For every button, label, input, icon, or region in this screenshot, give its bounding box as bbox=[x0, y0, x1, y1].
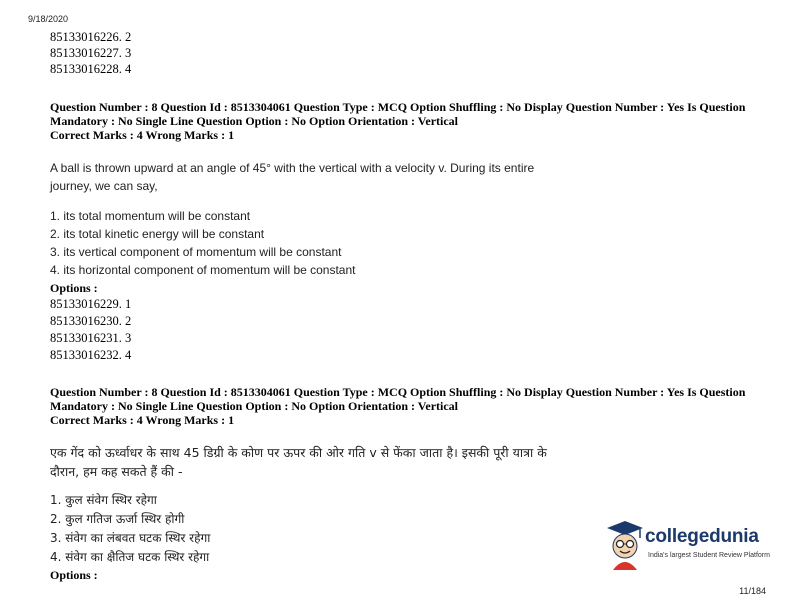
q2-choice-4: 4. संवेग का क्षैतिज घटक स्थिर रहेगा bbox=[50, 550, 210, 564]
q2-text-line1: एक गेंद को ऊर्ध्वाधर के साथ 45 डिग्री के कोण पर ऊपर की ओर गति v से फेंका जाता है। इसकी पूरी यात्रा के bbox=[50, 445, 547, 460]
q2-choice-3: 3. संवेग का लंबवत घटक स्थिर रहेगा bbox=[50, 531, 211, 545]
page-number: 11/184 bbox=[739, 586, 766, 596]
q1-option-3: 85133016231. 3 bbox=[50, 331, 132, 345]
q2-meta-line2: Mandatory : No Single Line Question Option : No Option Orientation : Vertical bbox=[50, 399, 459, 413]
q2-meta bbox=[50, 385, 760, 427]
prev-option-3: 85133016228. 4 bbox=[50, 62, 132, 76]
q2-marks: Correct Marks : 4 Wrong Marks : 1 bbox=[50, 413, 235, 427]
prev-option-1: 85133016226. 2 bbox=[50, 30, 132, 44]
q1-text-line1: A ball is thrown upward at an angle of 45° with the vertical with a velocity v. During its entire bbox=[50, 161, 535, 175]
print-date: 9/18/2020 bbox=[28, 14, 69, 24]
q1-choice-1: 1. its total momentum will be constant bbox=[50, 209, 251, 223]
q1-text-line2: journey, we can say, bbox=[50, 179, 158, 193]
q1-choice-3: 3. its vertical component of momentum will be constant bbox=[50, 245, 342, 259]
q1-choice-2: 2. its total kinetic energy will be constant bbox=[50, 227, 265, 241]
q2-options-label: Options : bbox=[50, 568, 98, 582]
q2-text-line2: दौरान, हम कह सकते हैं की - bbox=[50, 464, 183, 479]
q1-meta-line2: Mandatory : No Single Line Question Option : No Option Orientation : Vertical bbox=[50, 114, 459, 128]
prev-option-2: 85133016227. 3 bbox=[50, 46, 132, 60]
q1-meta-line1: Question Number : 8 Question Id : 8513304061 Question Type : MCQ Option Shuffling : No Display Question Number : Yes Is Question bbox=[50, 100, 746, 114]
q2-meta-line1: Question Number : 8 Question Id : 8513304061 Question Type : MCQ Option Shuffling : No Display Question Number : Yes Is Question bbox=[50, 385, 746, 399]
logo-wordmark: collegedunia bbox=[645, 526, 759, 547]
logo-tagline: India's largest Student Review Platform bbox=[648, 552, 770, 559]
q2-choice-2: 2. कुल गतिज ऊर्जा स्थिर होगी bbox=[50, 512, 185, 526]
q2-choice-1: 1. कुल संवेग स्थिर रहेगा bbox=[50, 493, 157, 507]
q2-question-text bbox=[50, 443, 570, 481]
q1-meta bbox=[50, 100, 760, 142]
q1-question-text bbox=[50, 159, 570, 195]
q1-option-1: 85133016229. 1 bbox=[50, 297, 132, 311]
q1-choice-4: 4. its horizontal component of momentum will be constant bbox=[50, 263, 356, 277]
q1-marks: Correct Marks : 4 Wrong Marks : 1 bbox=[50, 128, 235, 142]
collegedunia-logo bbox=[603, 518, 773, 573]
q1-choices bbox=[50, 207, 355, 279]
q1-options-label: Options : bbox=[50, 281, 98, 295]
q1-option-4: 85133016232. 4 bbox=[50, 348, 132, 362]
q1-option-2: 85133016230. 2 bbox=[50, 314, 132, 328]
mascot-icon bbox=[603, 518, 647, 573]
q2-choices bbox=[50, 491, 210, 567]
